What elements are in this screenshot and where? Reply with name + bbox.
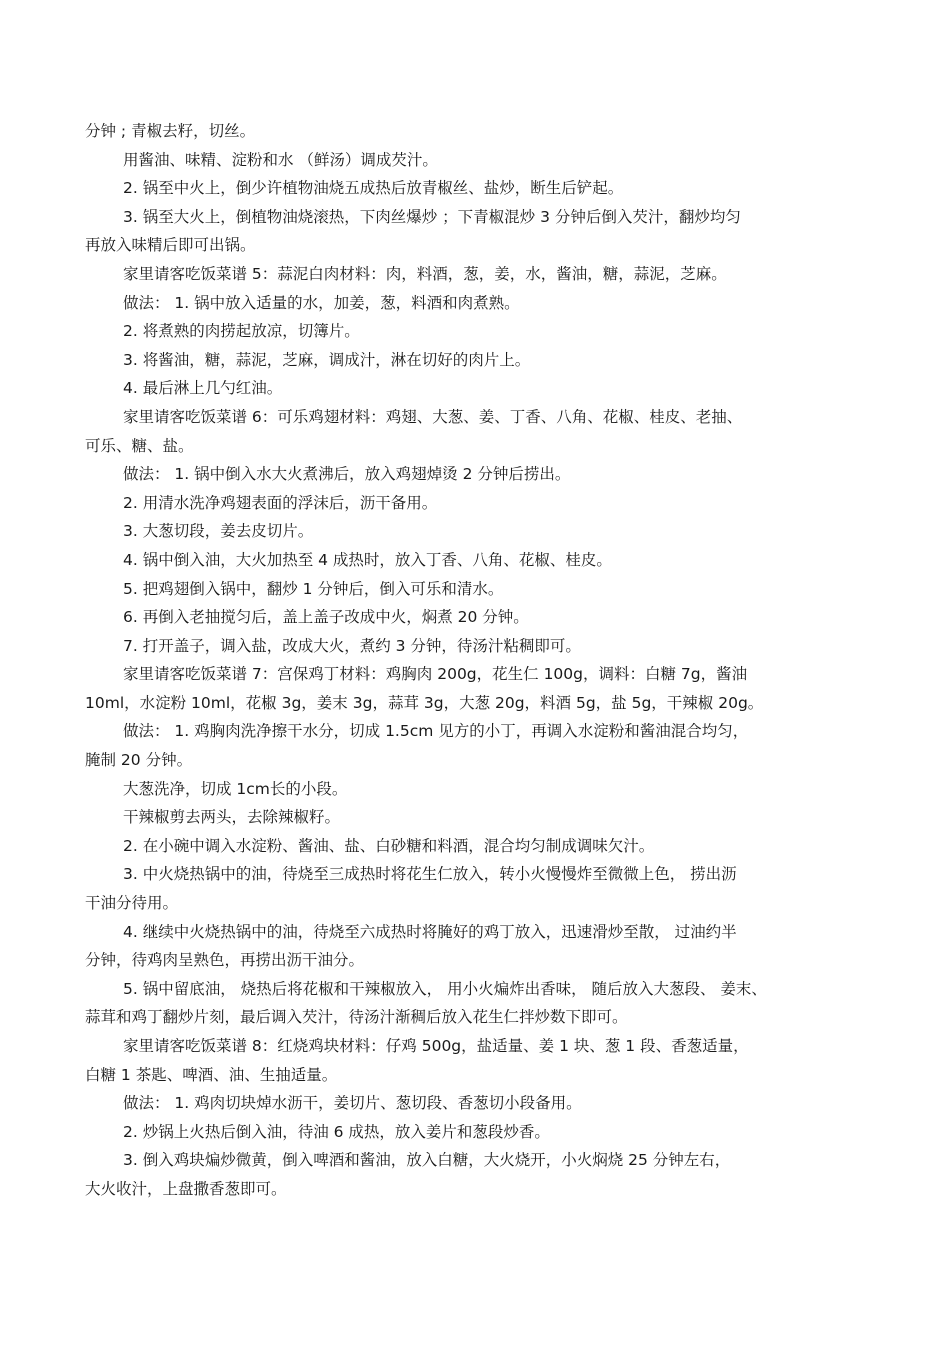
text-line: 4. 继续中火烧热锅中的油，待烧至六成热时将腌好的鸡丁放入，迅速滑炒至散， 过油约半 <box>123 922 737 941</box>
text-line: 3. 将酱油，糖，蒜泥，芝麻，调成汁，淋在切好的肉片上。 <box>123 350 531 369</box>
text-line: 10ml，水淀粉 10ml，花椒 3g，姜末 3g，蒜茸 3g，大葱 20g，料酒 5g，盐 5g，干辣椒 20g。 <box>85 693 764 712</box>
text-line: 做法： 1. 鸡肉切块焯水沥干，姜切片、葱切段、香葱切小段备用。 <box>123 1094 582 1113</box>
text-line: 大火收汁，上盘撒香葱即可。 <box>85 1179 287 1198</box>
text-line: 3. 中火烧热锅中的油，待烧至三成热时将花生仁放入，转小火慢慢炸至微微上色， 捞出沥 <box>123 865 737 884</box>
text-line: 2. 锅至中火上，倒少许植物油烧五成热后放青椒丝、盐炒，断生后铲起。 <box>123 179 624 198</box>
text-line: 3. 锅至大火上，倒植物油烧滚热，下肉丝爆炒 ；下青椒混炒 3 分钟后倒入芡汁，翻炒均匀 <box>123 207 741 226</box>
text-line: 再放入味精后即可出锅。 <box>85 236 256 255</box>
text-line: 干油分待用。 <box>85 894 179 913</box>
text-line: 5. 锅中留底油， 烧热后将花椒和干辣椒放入， 用小火煸炸出香味， 随后放入大葱段、 姜末、 <box>123 979 767 998</box>
text-line: 做法： 1. 鸡胸肉洗净擦干水分，切成 1.5cm 见方的小丁，再调入水淀粉和酱油混合均匀， <box>123 722 749 741</box>
text-line: 4. 最后淋上几勺红油。 <box>123 379 283 398</box>
text-line: 做法： 1. 锅中放入适量的水，加姜，葱，料酒和肉煮熟。 <box>123 293 520 312</box>
text-line: 用酱油、味精、淀粉和水 （鲜汤）调成芡汁。 <box>123 150 438 169</box>
text-line: 可乐、糖、盐。 <box>85 436 194 455</box>
text-line: 家里请客吃饭菜谱 7：宫保鸡丁材料：鸡胸肉 200g，花生仁 100g，调料：白糖 7g，酱油 <box>123 665 748 684</box>
text-line: 蒜茸和鸡丁翻炒片刻，最后调入芡汁，待汤汁渐稠后放入花生仁拌炒数下即可。 <box>85 1008 628 1027</box>
text-line: 2. 在小碗中调入水淀粉、酱油、盐、白砂糖和料酒，混合均匀制成调味欠汁。 <box>123 836 655 855</box>
text-line: 腌制 20 分钟。 <box>85 751 193 770</box>
text-line: 3. 倒入鸡块煸炒微黄，倒入啤酒和酱油，放入白糖，大火烧开，小火焖烧 25 分钟左右， <box>123 1151 731 1170</box>
text-line: 家里请客吃饭菜谱 6：可乐鸡翅材料：鸡翅、大葱、姜、丁香、八角、花椒、桂皮、老抽、 <box>123 407 743 426</box>
text-line: 5. 把鸡翅倒入锅中，翻炒 1 分钟后，倒入可乐和清水。 <box>123 579 504 598</box>
text-line: 家里请客吃饭菜谱 5：蒜泥白肉材料：肉，料酒，葱，姜，水，酱油，糖，蒜泥，芝麻。 <box>123 264 727 283</box>
text-line: 2. 炒锅上火热后倒入油，待油 6 成热，放入姜片和葱段炒香。 <box>123 1122 550 1141</box>
text-line: 7. 打开盖子，调入盐，改成大火，煮约 3 分钟，待汤汁粘稠即可。 <box>123 636 581 655</box>
text-line: 家里请客吃饭菜谱 8：红烧鸡块材料：仔鸡 500g，盐适量、姜 1 块、葱 1 段、香葱适量， <box>123 1037 749 1055</box>
text-line: 3. 大葱切段，姜去皮切片。 <box>123 522 314 541</box>
text-line: 2. 将煮熟的肉捞起放凉，切簿片。 <box>123 322 360 341</box>
text-line: 分钟 ; 青椒去籽，切丝。 <box>85 122 256 140</box>
document-body <box>85 117 863 1204</box>
text-line: 白糖 1 茶匙、啤酒、油、生抽适量。 <box>85 1065 338 1084</box>
text-line: 大葱洗净，切成 1cm长的小段。 <box>123 779 348 798</box>
text-line: 2. 用清水洗净鸡翅表面的浮沫后，沥干备用。 <box>123 493 438 512</box>
text-line: 做法： 1. 锅中倒入水大火煮沸后，放入鸡翅焯烫 2 分钟后捞出。 <box>123 465 571 484</box>
text-line: 4. 锅中倒入油，大火加热至 4 成热时，放入丁香、八角、花椒、桂皮。 <box>123 550 612 569</box>
text-line: 6. 再倒入老抽搅匀后，盖上盖子改成中火，焖煮 20 分钟。 <box>123 608 529 627</box>
text-line: 干辣椒剪去两头，去除辣椒籽。 <box>123 808 341 827</box>
text-line: 分钟，待鸡肉呈熟色，再捞出沥干油分。 <box>85 951 365 970</box>
